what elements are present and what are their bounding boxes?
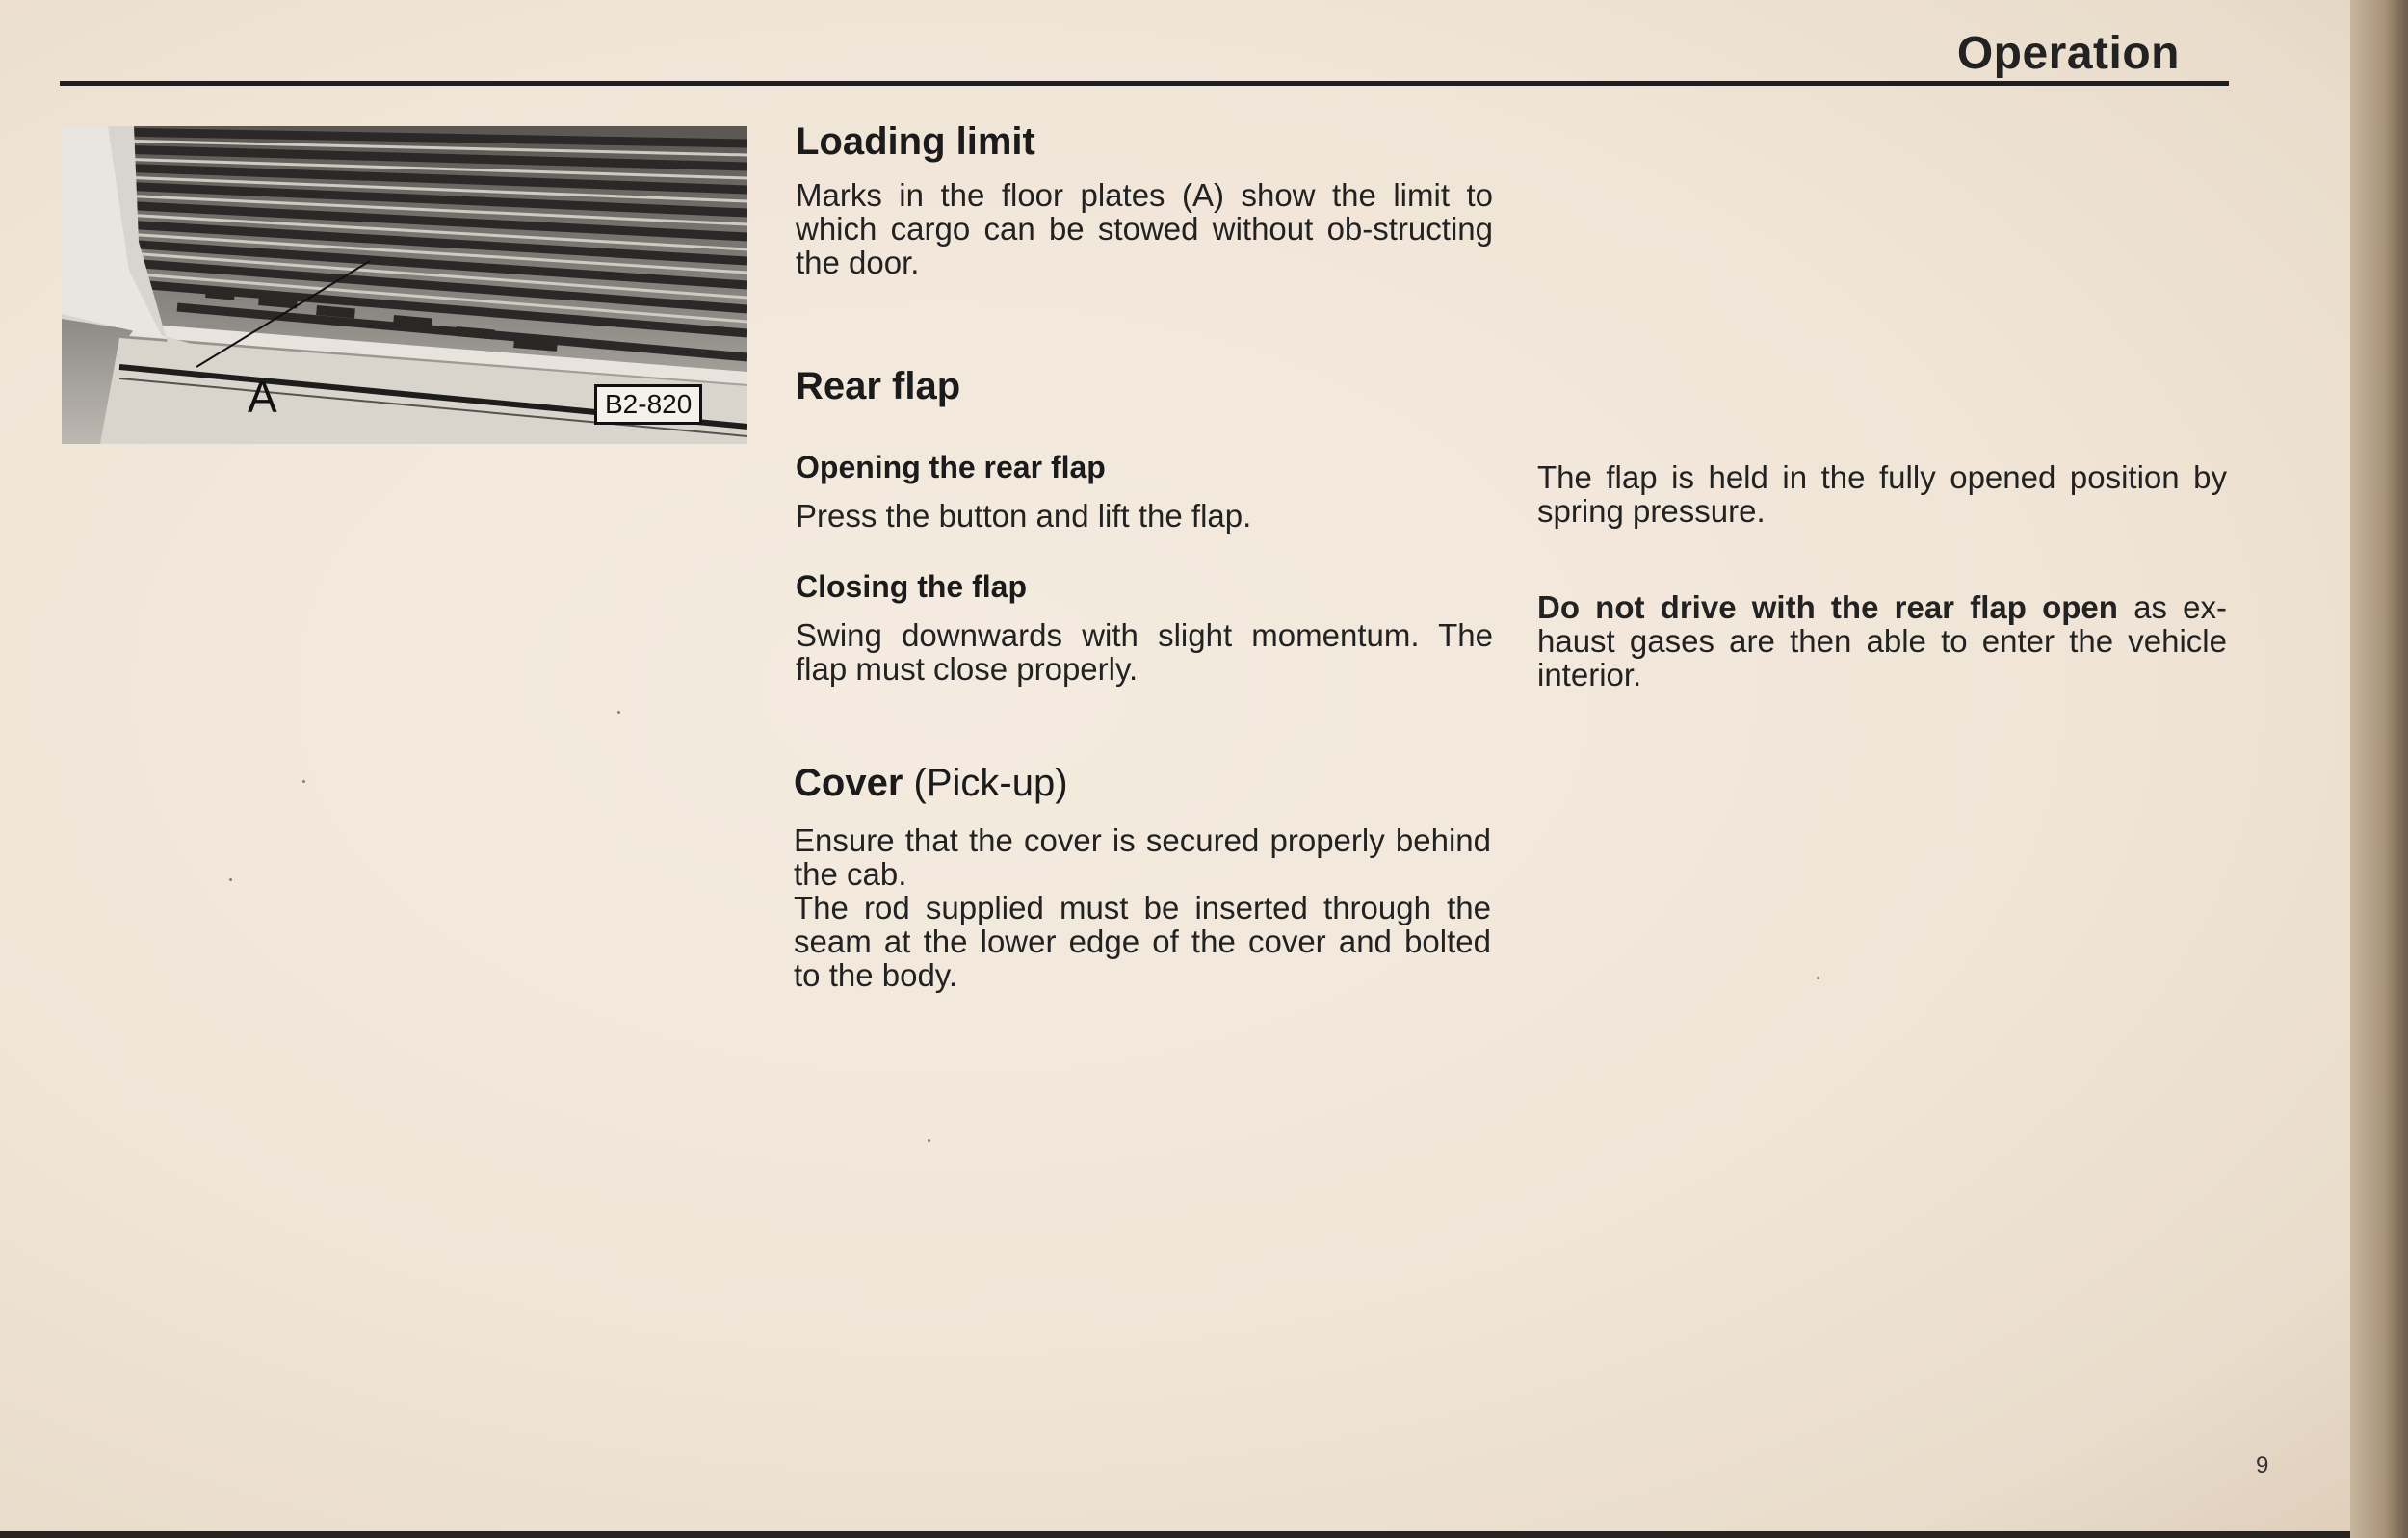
loading-limit-heading: Loading limit (796, 120, 1035, 163)
rear-flap-warning-bold: Do not drive with the rear flap open (1537, 589, 2118, 625)
page-number: 9 (2256, 1452, 2269, 1478)
section-header: Operation (1956, 28, 2180, 79)
figure-code-badge: B2-820 (594, 384, 702, 425)
cover-body-2: The rod supplied must be inserted through the seam at the lower edge of the cover and bolted to the body. (794, 890, 1491, 993)
closing-flap-heading: Closing the flap (796, 569, 1027, 604)
header-rule (60, 81, 2229, 86)
floor-plates-figure (62, 126, 747, 444)
paper-speck (1817, 977, 1819, 979)
paper-speck (617, 711, 620, 714)
cover-body-1: Ensure that the cover is secured properly behind the cab. (794, 822, 1491, 892)
rear-flap-warning-rest: as ex-haust gases are then able to enter the vehicle interior. (1537, 589, 2227, 692)
cover-heading (794, 762, 1491, 804)
cover-heading-bold: Cover (794, 762, 903, 804)
loading-limit-body: Marks in the floor plates (A) show the limit to which cargo can be stowed without ob-structing the door. (796, 177, 1493, 280)
opening-rear-flap-heading: Opening the rear flap (796, 450, 1106, 484)
paper-speck (229, 878, 232, 881)
cover-heading-rest: (Pick-up) (903, 762, 1068, 804)
page-edge (2350, 0, 2408, 1538)
flap-held-note: The flap is held in the fully opened position by spring pressure. (1537, 459, 2227, 529)
paper-speck (928, 1139, 930, 1142)
figure-label-a: A (248, 372, 277, 422)
opening-rear-flap-body: Press the button and lift the flap. (796, 498, 1252, 534)
rear-flap-warning (1537, 590, 2227, 691)
rear-flap-heading: Rear flap (796, 365, 961, 407)
paper-speck (302, 780, 305, 783)
closing-flap-body: Swing downwards with slight momentum. The flap must close properly. (796, 617, 1493, 687)
